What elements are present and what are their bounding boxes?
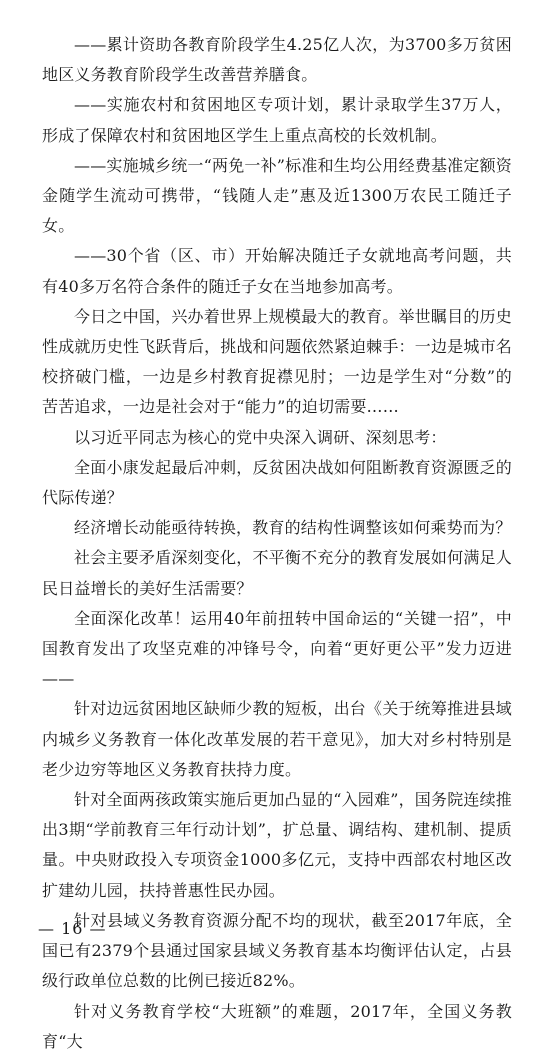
paragraph-7: 全面小康发起最后冲刺，反贫困决战如何阻断教育资源匮乏的代际传递？ (42, 457, 512, 508)
paragraph-6: 以习近平同志为核心的党中央深入调研、深刻思考： (74, 427, 447, 447)
paragraph-3: ——实施城乡统一“两免一补”标准和生均公用经费基准定额资金随学生流动可携带，“钱随人走”惠及近1300万农民工随迁子女。 (42, 155, 512, 236)
paragraph-8: 经济增长动能亟待转换，教育的结构性调整该如何乘势而为？ (74, 518, 512, 538)
paragraph-12: 针对全面两孩政策实施后更加凸显的“入园难”，国务院连续推出3期“学前教育三年行动计划”，扩总量、调结构、建机制、提质量。中央财政投入专项资金1000多亿元，支持中西部农村地区改扩建幼儿园，扶持普惠性民办园。 (42, 790, 512, 900)
paragraph-10: 全面深化改革！运用40年前扭转中国命运的“关键一招”，中国教育发出了攻坚克难的冲锋号令，向着“更好更公平”发力迈进—— (42, 608, 512, 689)
paragraph-13: 针对县域义务教育资源分配不均的现状，截至2017年底，全国已有2379个县通过国家县域义务教育基本均衡评估认定，占县级行政单位总数的比例已接近82%。 (42, 910, 512, 991)
paragraph-2: ——实施农村和贫困地区专项计划，累计录取学生37万人，形成了保障农村和贫困地区学生上重点高校的长效机制。 (42, 95, 512, 145)
page-number: — 16 — (38, 919, 107, 938)
paragraph-1: ——累计资助各教育阶段学生4.25亿人次，为3700多万贫困地区义务教育阶段学生改善营养膳食。 (42, 35, 512, 85)
paragraph-14: 针对义务教育学校“大班额”的难题，2017年，全国义务教育“大 (42, 1001, 512, 1051)
document-page (42, 30, 512, 1057)
paragraph-5: 今日之中国，兴办着世界上规模最大的教育。举世瞩目的历史性成就历史性飞跃背后，挑战和问题依然紧迫棘手：一边是城市名校挤破门槛，一边是乡村教育捉襟见肘；一边是学生对“分数”的苦苦追求，一边是社会对于“能力”的迫切需要…… (42, 306, 512, 417)
paragraph-11: 针对边远贫困地区缺师少教的短板，出台《关于统筹推进县域内城乡义务教育一体化改革发展的若干意见》，加大对乡村特别是老少边穷等地区义务教育扶持力度。 (42, 699, 512, 779)
paragraph-4: ——30个省（区、市）开始解决随迁子女就地高考问题，共有40多万名符合条件的随迁子女在当地参加高考。 (42, 246, 512, 296)
paragraph-9: 社会主要矛盾深刻变化，不平衡不充分的教育发展如何满足人民日益增长的美好生活需要？ (42, 548, 512, 598)
